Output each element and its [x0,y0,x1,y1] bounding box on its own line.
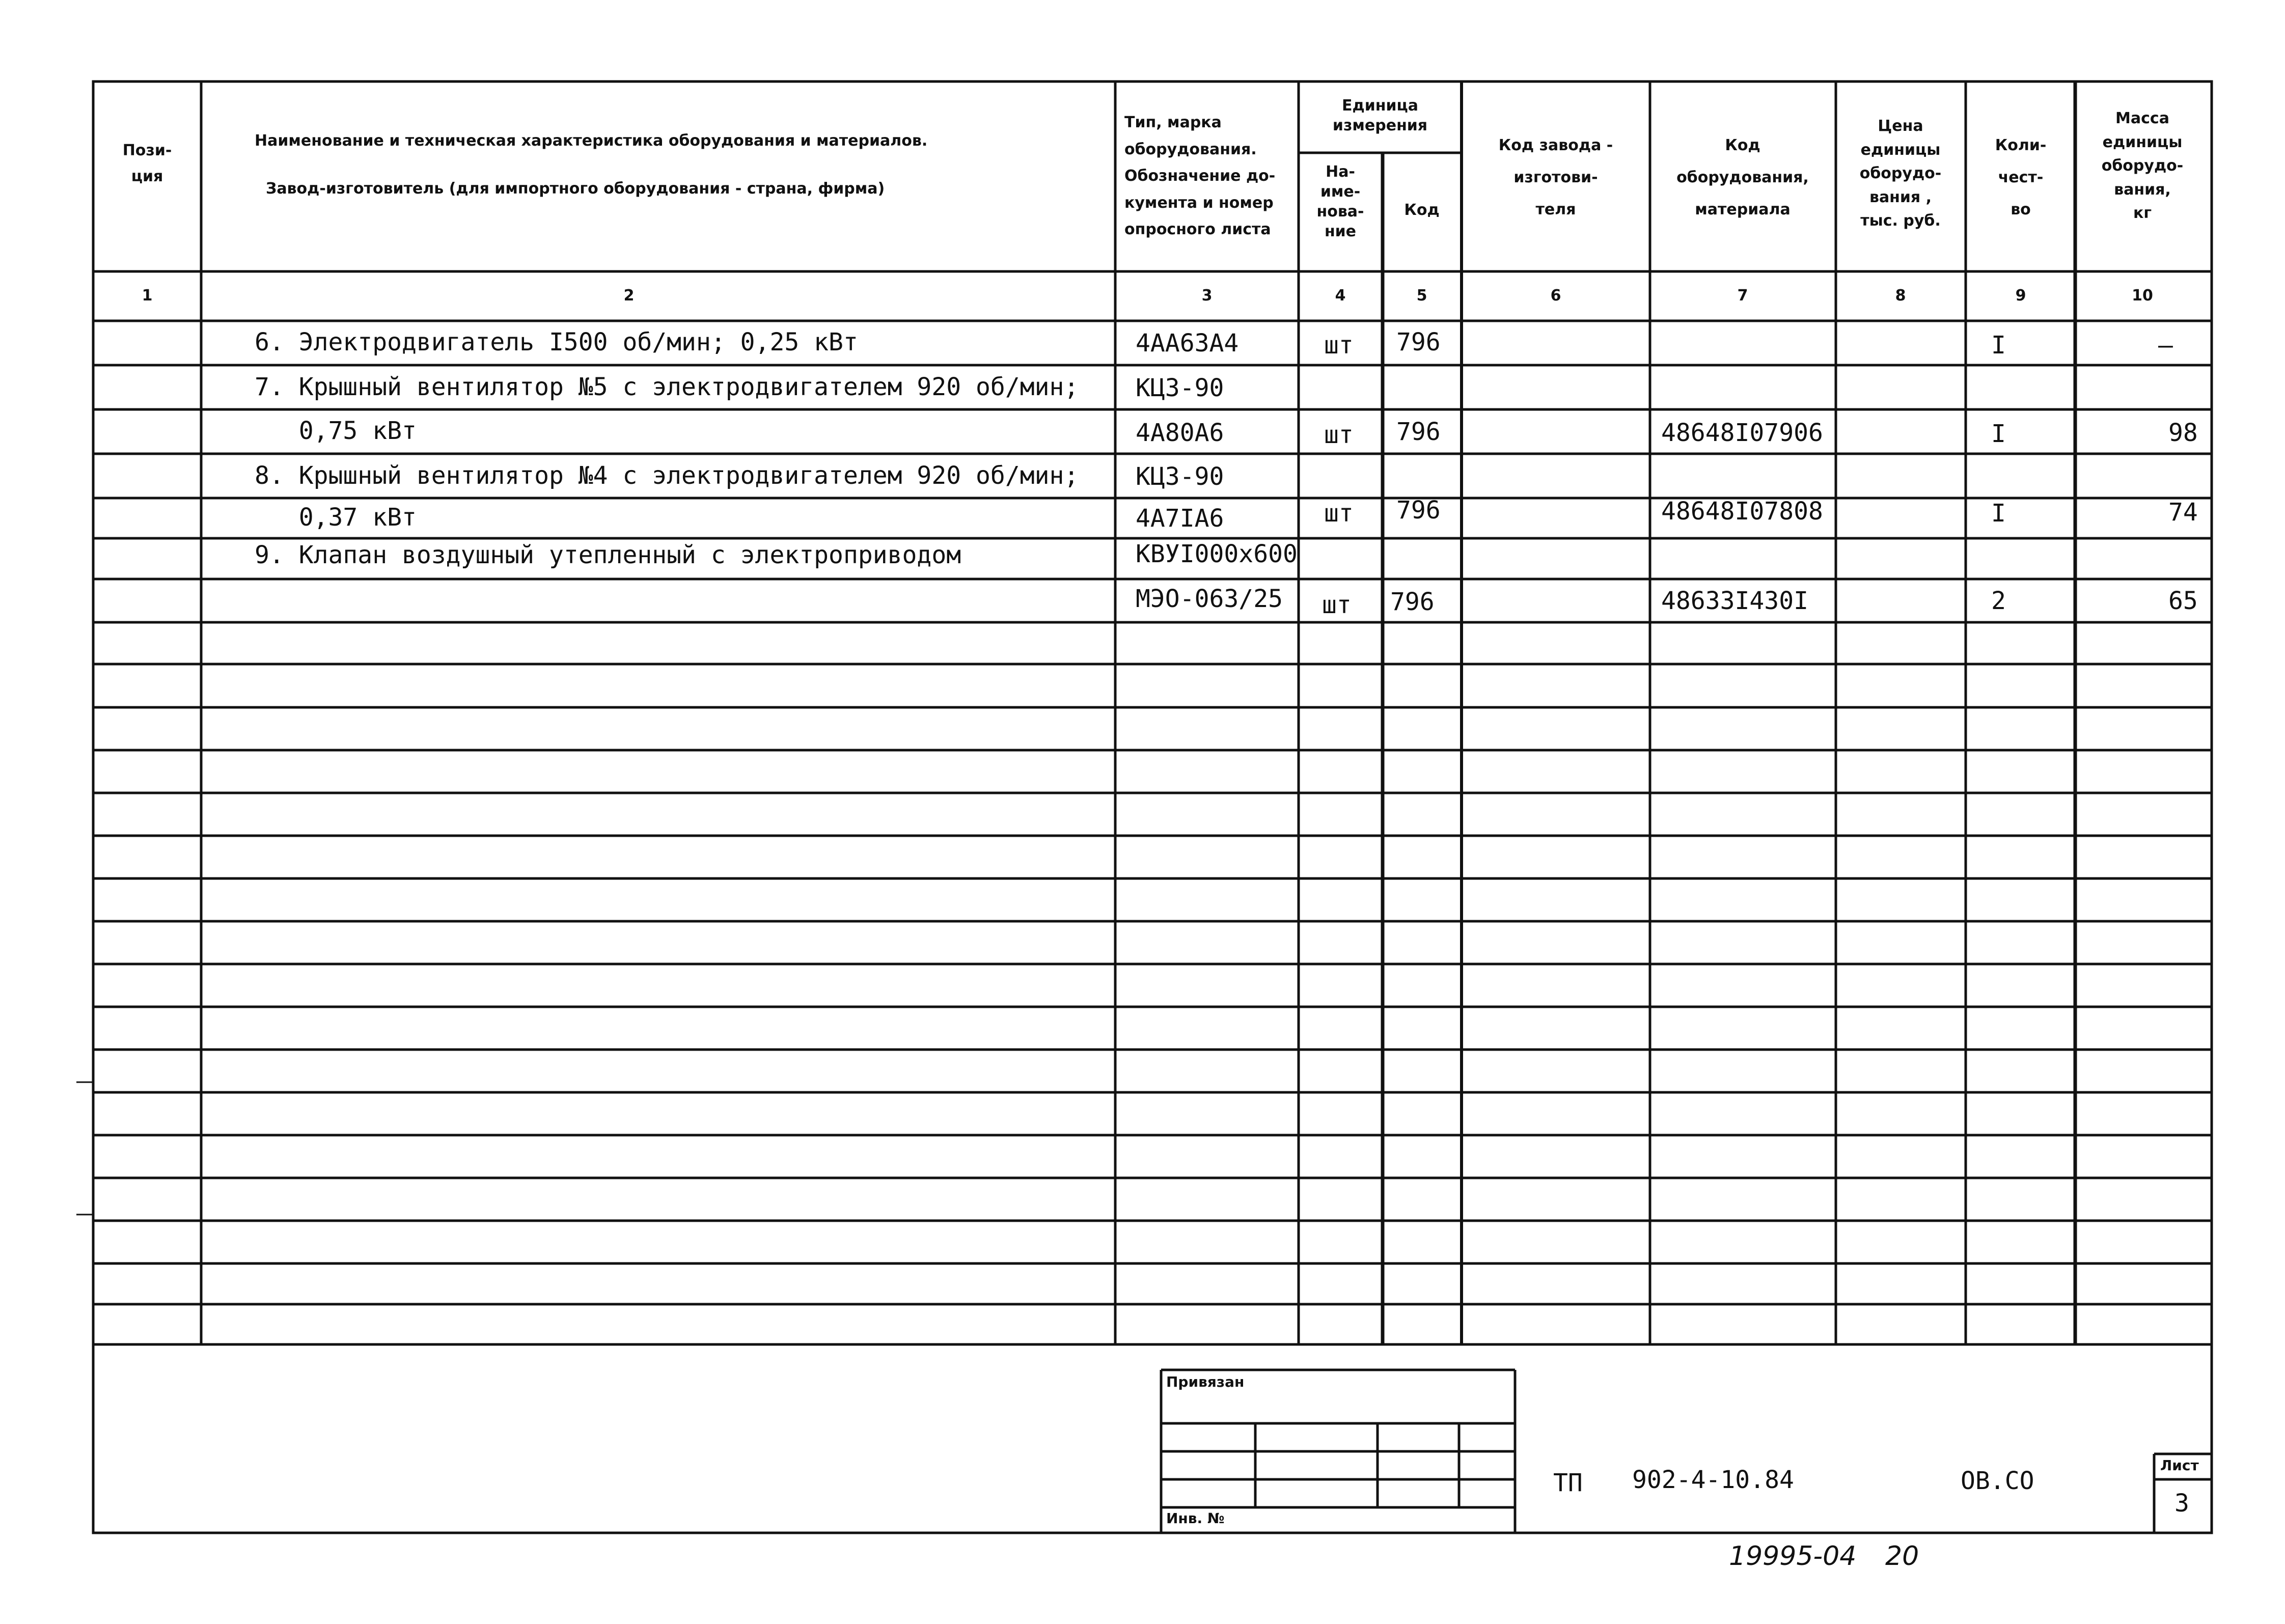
column-number: 8 [1895,287,1906,305]
row-quantity: I [1991,331,2006,360]
row-equipment-code: 48648I07808 [1661,497,1823,526]
row-name: 9. Клапан воздушный утепленный с электроприводом [255,541,961,569]
header-position: Пози- ция [122,142,172,185]
row-unit-code: 796 [1390,588,1435,616]
row-name: 7. Крышный вентилятор №5 с электродвигателем 920 об/мин; [255,373,1079,401]
row-name: 0,75 кВт [255,417,417,445]
row-unit-code: 796 [1396,418,1441,446]
header-unit-group: Единица измерения [1332,97,1428,134]
row-quantity: I [1991,420,2006,448]
row-mass: 65 [2168,587,2198,615]
column-number: 4 [1335,287,1346,305]
row-type: 4А7IА6 [1136,504,1224,533]
row-type: 4А80А6 [1136,419,1224,447]
row-type: КВУI000х600 [1136,540,1298,568]
header-plant-code: Код завода - изготови- теля [1498,136,1613,218]
row-unit: шт [1324,421,1354,449]
column-number: 7 [1737,287,1748,305]
row-type: 4АА63А4 [1136,329,1239,357]
row-mass: 74 [2168,498,2198,527]
row-mass: – [2158,331,2173,360]
page-number: 20 [1885,1541,1919,1572]
header-type: Тип, марка оборудования. Обозначение до- кумента и номер опросного листа [1124,114,1276,238]
column-number: 10 [2132,287,2153,305]
header-name-line2: Завод-изготовитель (для импортного оборудования - страна, фирма) [266,180,885,198]
document-number: 902-4-10.84 [1632,1466,1794,1494]
row-quantity: I [1991,499,2006,528]
header-price: Цена единицы оборудо- вания , тыс. руб. [1859,117,1942,230]
column-number: 5 [1416,287,1427,305]
header-quantity: Коли- чест- во [1995,136,2047,218]
row-type: МЭО-063/25 [1136,585,1283,613]
header-mass: Масса единицы оборудо- вания, кг [2101,109,2184,222]
row-name: 6. Электродвигатель I500 об/мин; 0,25 кВт [255,328,858,356]
sheet-label: Лист [2160,1457,2199,1474]
row-name: 8. Крышный вентилятор №4 с электродвигателем 920 об/мин; [255,461,1079,490]
header-name-line1: Наименование и техническая характеристика оборудования и материалов. [255,132,928,150]
document-prefix: ТП [1553,1469,1583,1497]
column-number: 9 [2015,287,2026,305]
row-type: КЦЗ-90 [1136,374,1224,402]
row-unit: шт [1324,331,1354,360]
row-quantity: 2 [1991,587,2006,615]
stamp-attached-label: Привязан [1166,1373,1245,1390]
column-number: 1 [142,287,153,305]
row-unit: шт [1322,591,1352,619]
row-mass: 98 [2168,419,2198,447]
header-unit-code: Код [1404,201,1440,219]
document-code: ОВ.СО [1961,1467,2034,1495]
archive-number: 19995-04 [1729,1541,1857,1572]
column-number: 2 [623,287,635,305]
column-number: 6 [1550,287,1561,305]
sheet-number: 3 [2174,1489,2189,1518]
row-unit: шт [1324,499,1354,528]
row-equipment-code: 48648I07906 [1661,419,1823,447]
row-type: КЦЗ-90 [1136,462,1224,491]
row-unit-code: 796 [1396,328,1441,356]
row-equipment-code: 48633I430I [1661,587,1808,615]
header-unit-name: На- име- нова- ние [1316,163,1364,240]
header-equipment-code: Код оборудования, материала [1676,136,1809,218]
column-number: 3 [1201,287,1213,305]
row-unit-code: 796 [1396,496,1441,525]
stamp-inventory-label: Инв. № [1166,1510,1225,1527]
row-name: 0,37 кВт [255,503,417,532]
